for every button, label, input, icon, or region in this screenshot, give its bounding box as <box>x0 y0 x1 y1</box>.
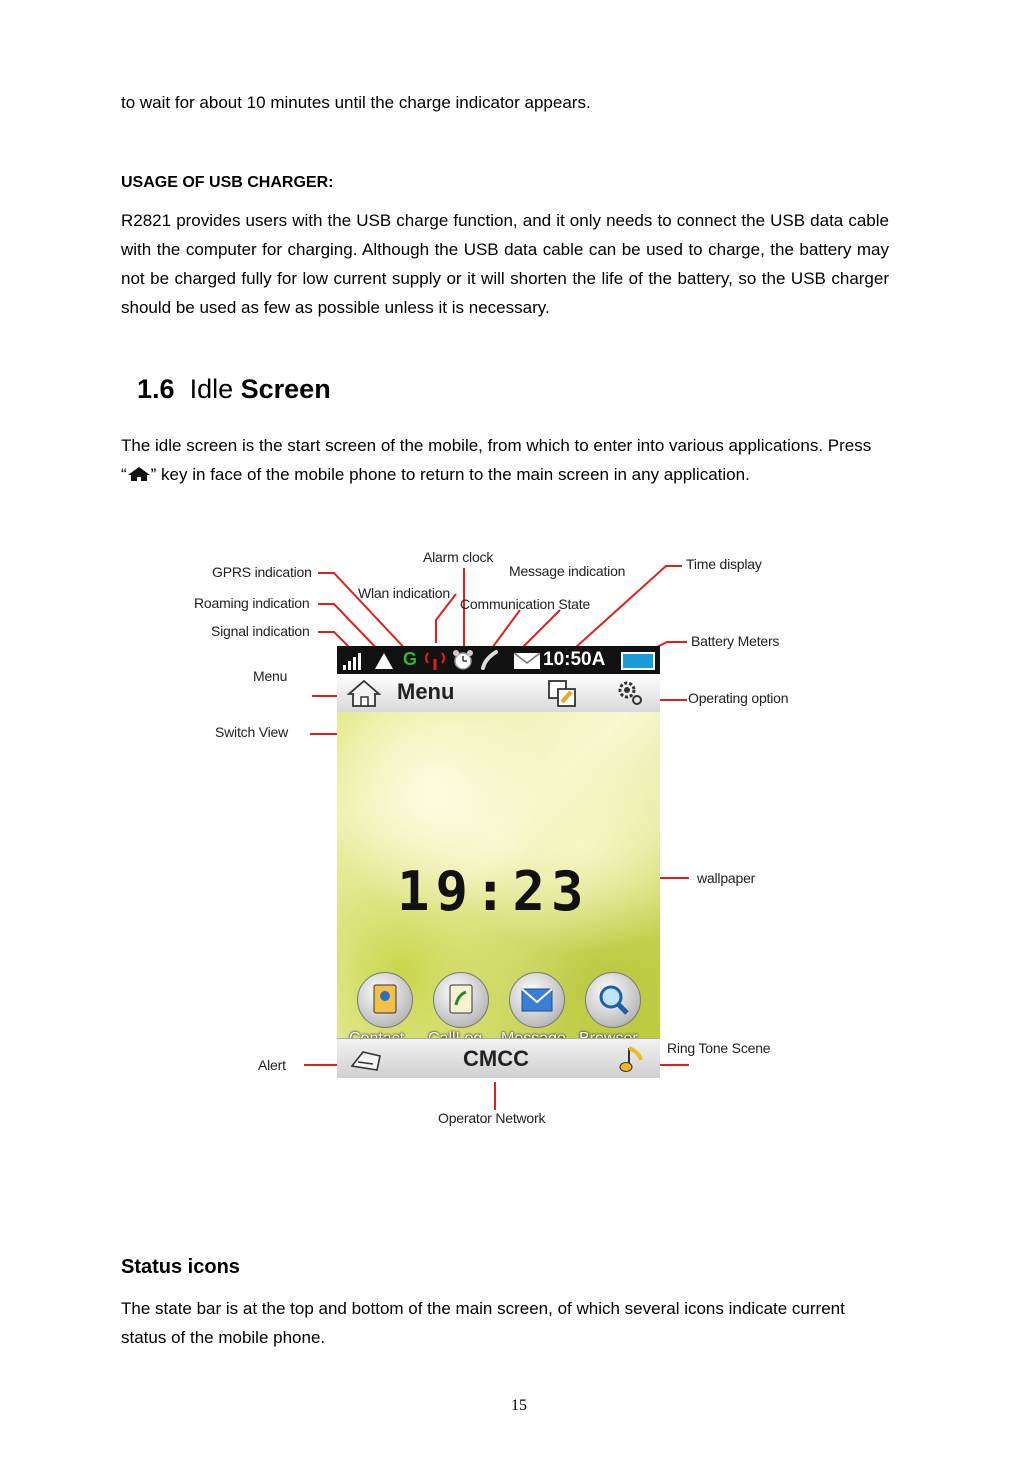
callout-roaming: Roaming indication <box>194 595 310 611</box>
communication-icon <box>479 649 501 671</box>
callout-operator: Operator Network <box>438 1110 546 1126</box>
status-icons-heading: Status icons <box>121 1256 240 1278</box>
callout-ring-tone: Ring Tone Scene <box>667 1040 771 1056</box>
roaming-icon <box>373 651 395 671</box>
wlan-icon <box>423 649 447 671</box>
callout-battery: Battery Meters <box>691 633 780 649</box>
alarm-clock-icon <box>451 648 475 672</box>
calllog-icon[interactable] <box>433 972 489 1028</box>
browser-icon[interactable] <box>585 972 641 1028</box>
wallpaper <box>337 712 660 1038</box>
ring-tone-icon[interactable] <box>619 1042 649 1074</box>
usb-body: R2821 provides users with the USB charge function, and it only needs to connect the USB data cable with the computer for charging. Although the USB data cable can be used to charge, the battery may not be charged fully for low current supply or it will shorten the life of the battery, so the USB charger should be used as few as possible unless it is necessary. <box>121 211 889 317</box>
message-app-icon[interactable] <box>509 972 565 1028</box>
callout-alert: Alert <box>258 1057 286 1073</box>
switch-view-icon[interactable] <box>546 678 578 708</box>
usb-heading: USAGE OF USB CHARGER: <box>121 174 334 191</box>
callout-communication: Communication State <box>460 596 591 612</box>
section-number: 1.6 <box>137 374 175 404</box>
idle-screen-body <box>121 431 881 489</box>
section-title <box>137 374 331 405</box>
gprs-icon: G <box>403 649 418 669</box>
signal-icon <box>341 651 367 671</box>
message-icon <box>513 651 541 671</box>
callout-menu: Menu <box>253 668 288 684</box>
alert-icon[interactable] <box>349 1044 383 1074</box>
callout-operating: Operating option <box>688 690 789 706</box>
bottom-bar <box>337 1038 660 1078</box>
intro-line: to wait for about 10 minutes until the charge indicator appears. <box>121 93 591 112</box>
battery-icon <box>621 651 657 671</box>
operator-network: CMCC <box>463 1046 529 1071</box>
callout-signal: Signal indication <box>211 623 310 639</box>
wallpaper-clock: 19:23 <box>397 860 590 923</box>
idle-body-part1: The idle screen is the start screen of the mobile, from which to enter into various applications. Press “ <box>121 436 872 484</box>
callout-time: Time display <box>686 556 762 572</box>
status-bar <box>337 646 660 674</box>
phone-screen <box>337 646 660 1078</box>
callout-message: Message indication <box>509 563 626 579</box>
section-title-regular: Idle <box>189 374 234 404</box>
callout-wallpaper: wallpaper <box>697 870 756 886</box>
home-menu-icon[interactable] <box>347 678 381 708</box>
status-icons-body: The state bar is at the top and bottom of the main screen, of which several icons indicate current status of the mobile phone. <box>121 1299 845 1347</box>
callout-alarm: Alarm clock <box>423 549 494 565</box>
home-key-icon <box>127 466 151 482</box>
contact-icon[interactable] <box>357 972 413 1028</box>
menu-bar <box>337 674 660 713</box>
menu-button[interactable]: Menu <box>397 679 455 704</box>
operating-option-icon[interactable] <box>615 678 645 708</box>
idle-screen-diagram <box>192 530 816 1160</box>
time-display: 10:50A <box>543 649 606 670</box>
page-number: 15 <box>511 1397 527 1414</box>
callout-switch-view: Switch View <box>215 724 289 740</box>
section-title-bold: Screen <box>240 374 331 404</box>
callout-wlan: Wlan indication <box>358 585 450 601</box>
callout-gprs: GPRS indication <box>212 564 312 580</box>
idle-body-part2: ” key in face of the mobile phone to return to the main screen in any application. <box>150 465 750 484</box>
